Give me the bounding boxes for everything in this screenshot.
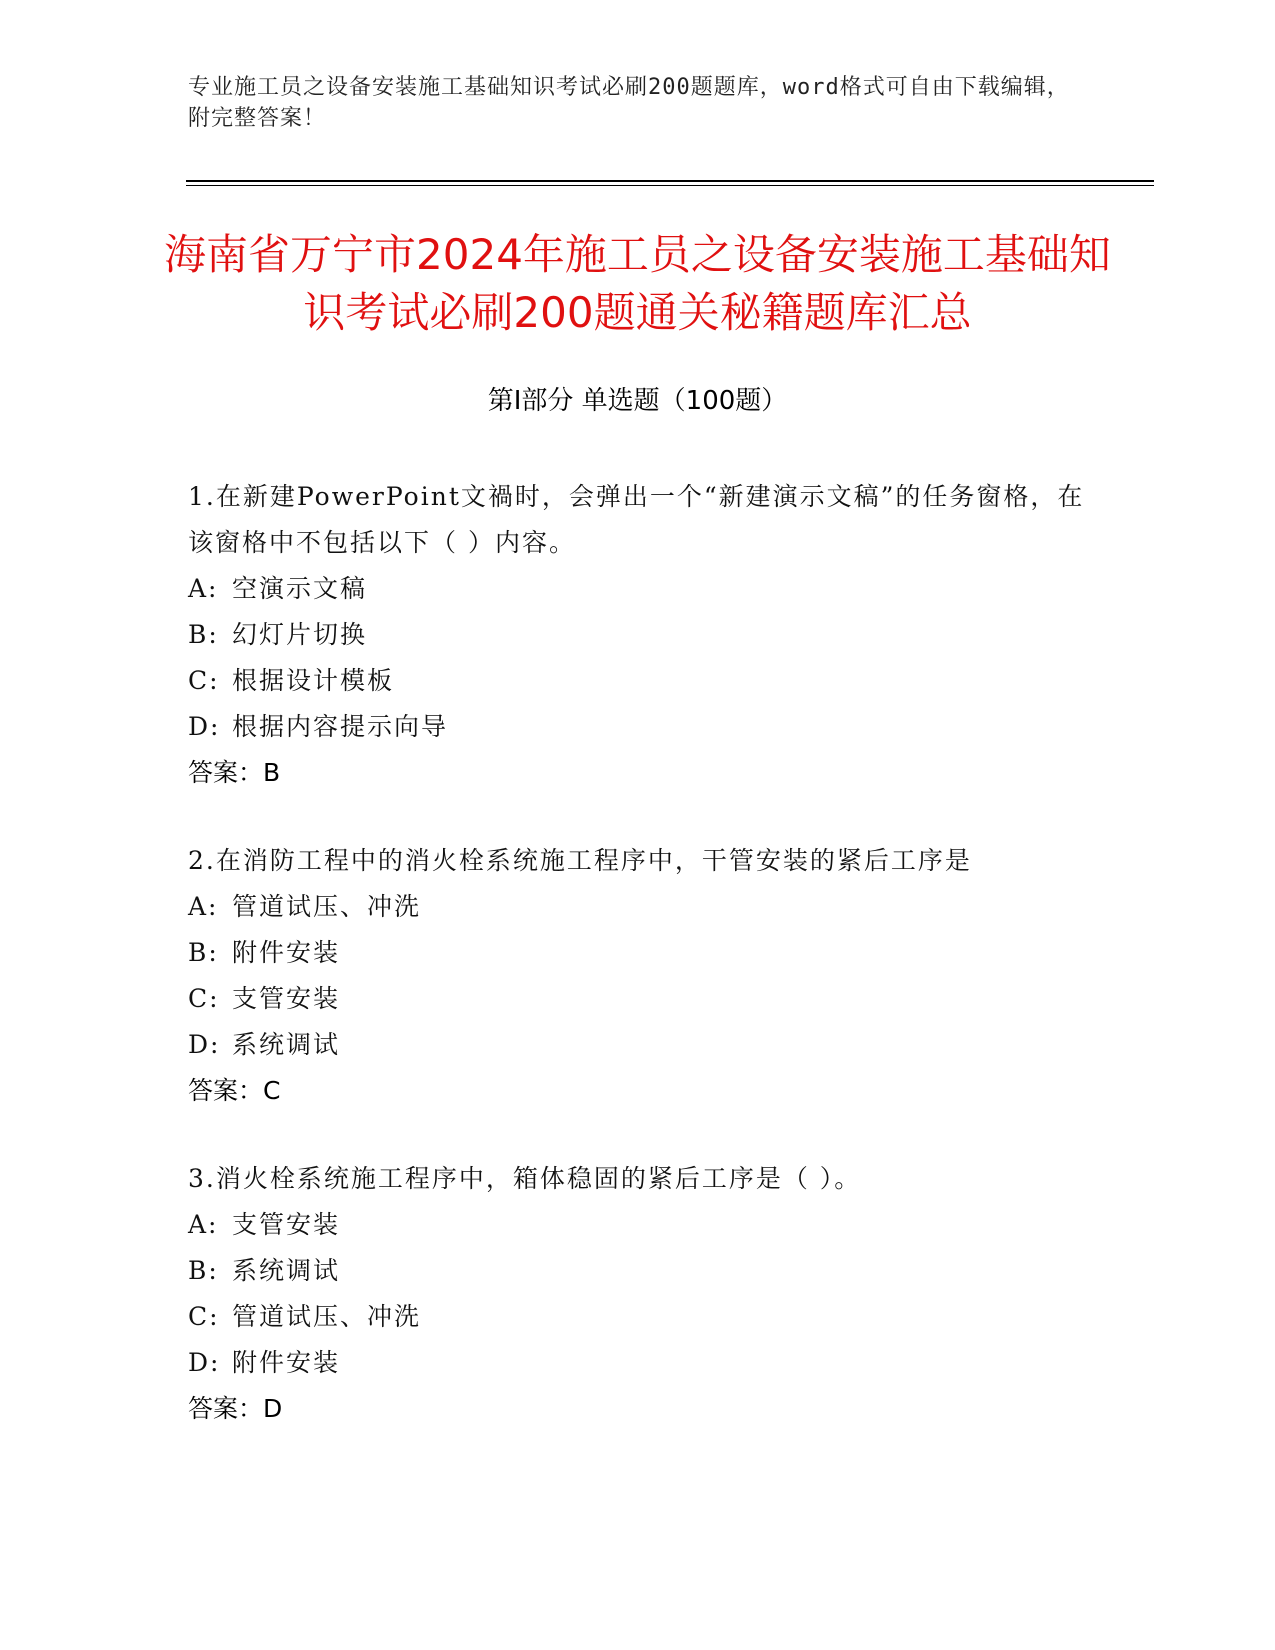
- option-text: 幻灯片切换: [232, 620, 368, 649]
- option-d: [188, 704, 1088, 750]
- option-text: 管道试压、冲洗: [232, 1302, 422, 1331]
- option-text: 根据设计模板: [232, 666, 395, 695]
- option-b: [188, 612, 1088, 658]
- question-item: [188, 1156, 1088, 1432]
- option-text: 附件安装: [232, 1348, 341, 1377]
- document-title: 海南省万宁市2024年施工员之设备安装施工基础知识考试必刷200题通关秘籍题库汇总: [164, 230, 1111, 337]
- option-d: [188, 1340, 1088, 1386]
- option-key: C:: [188, 666, 220, 695]
- question-stem: 3.消火栓系统施工程序中，箱体稳固的紧后工序是（ ）。: [188, 1164, 862, 1193]
- question-stem: 2.在消防工程中的消火栓系统施工程序中，干管安装的紧后工序是: [188, 846, 972, 875]
- option-b: [188, 1248, 1088, 1294]
- question-item: [188, 474, 1088, 796]
- option-key: A:: [188, 892, 219, 921]
- option-key: B:: [188, 1256, 219, 1285]
- option-key: D:: [188, 1348, 221, 1377]
- header-note: 专业施工员之设备安装施工基础知识考试必刷200题题库，word格式可自由下载编辑，附完整答案！: [188, 75, 1070, 131]
- question-answer: 答案：B: [188, 758, 281, 787]
- option-text: 支管安装: [232, 984, 341, 1013]
- option-a: [188, 884, 1088, 930]
- question-answer: 答案：C: [188, 1076, 281, 1105]
- section-title: 第Ⅰ部分 单选题（100题）: [487, 386, 788, 416]
- option-text: 系统调试: [232, 1030, 341, 1059]
- header-rule-thin: [186, 185, 1154, 186]
- option-key: A:: [188, 574, 219, 603]
- option-text: 系统调试: [232, 1256, 341, 1285]
- question-answer: 答案：D: [188, 1394, 283, 1423]
- question-stem: 1.在新建PowerPoint文禍时，会弹出一个“新建演示文稿”的任务窗格，在该窗格中不包括以下（ ）内容。: [188, 482, 1085, 557]
- option-c: [188, 1294, 1088, 1340]
- header-rule-thick: [186, 180, 1154, 182]
- option-d: [188, 1022, 1088, 1068]
- option-a: [188, 1202, 1088, 1248]
- option-key: D:: [188, 1030, 221, 1059]
- option-a: [188, 566, 1088, 612]
- option-c: [188, 658, 1088, 704]
- option-text: 根据内容提示向导: [232, 712, 449, 741]
- option-key: D:: [188, 712, 221, 741]
- question-list: [188, 474, 1088, 1474]
- option-b: [188, 930, 1088, 976]
- option-c: [188, 976, 1088, 1022]
- option-text: 空演示文稿: [232, 574, 368, 603]
- question-item: [188, 838, 1088, 1114]
- option-key: C:: [188, 1302, 220, 1331]
- option-text: 管道试压、冲洗: [232, 892, 422, 921]
- option-key: A:: [188, 1210, 219, 1239]
- option-key: C:: [188, 984, 220, 1013]
- option-text: 附件安装: [232, 938, 341, 967]
- option-key: B:: [188, 620, 219, 649]
- option-key: B:: [188, 938, 219, 967]
- option-text: 支管安装: [232, 1210, 341, 1239]
